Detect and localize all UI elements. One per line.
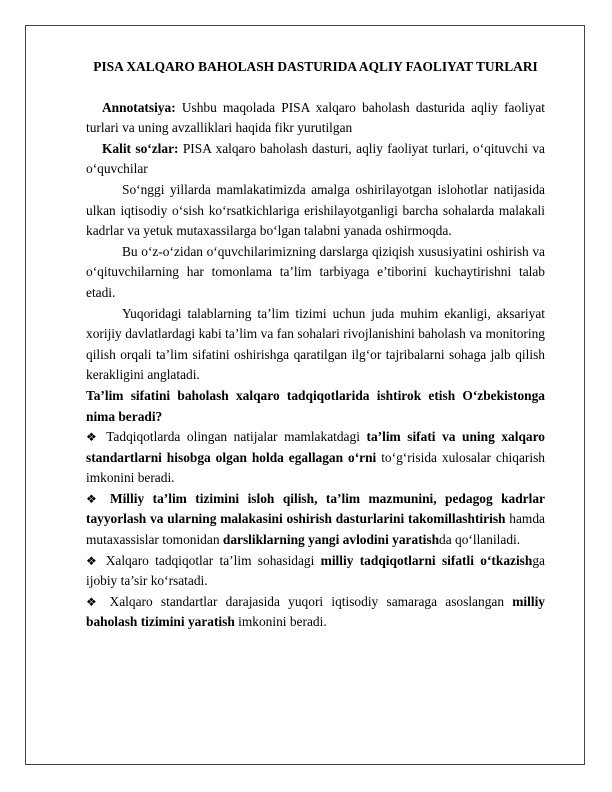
bullet-item <box>86 592 545 633</box>
keywords-text: PISA xalqaro baholash dasturi, aqliy faoliyat turlari, o‘qituvchi va o‘quvchilar <box>86 140 545 177</box>
document-title: PISA XALQARO BAHOLASH DASTURIDA AQLIY FAOLIYAT TURLARI <box>93 59 538 74</box>
bullet-text: hamda mutaxassislar tomonidan <box>86 511 545 548</box>
bullet-text: ga ijobiy ta’sir ko‘rsatadi. <box>86 552 545 589</box>
bullet-item <box>86 551 545 592</box>
body-paragraph: Bu o‘z-o‘zidan o‘quvchilarimizning darslarga qiziqish xususiyatini oshirish va o‘qituvchilarning har tomonlama ta’lim tarbiyaga e’tiborini kuchaytirishni talab etadi. <box>86 243 545 300</box>
bullet-text: to‘g‘risida xulosalar chiqarish imkonini beradi. <box>86 449 545 486</box>
body-paragraph: So‘nggi yillarda mamlakatimizda amalga oshirilayotgan islohotlar natijasida ulkan iqtisodiy o‘sish ko‘rsatkichlariga erishilayotganligi barcha sohalarda malakali kadrlar va yetuk mutaxassilarga bo‘lgan talabni yanada oshirmoqda. <box>86 181 545 239</box>
keywords-label: Kalit so‘zlar: <box>102 140 179 156</box>
bullet-text: Xalqaro standartlar darajasida yuqori iqtisodiy samaraga asoslangan <box>109 593 513 609</box>
bullet-item <box>86 427 545 489</box>
annotation-text: Ushbu maqolada PISA xalqaro baholash dasturida aqliy faoliyat turlari va uning avzalliklari haqida fikr yurutilgan <box>86 99 545 136</box>
bullet-bold-text: Milliy ta’lim tizimini isloh qilish, ta’lim mazmunini, pedagog kadrlar tayyorlash va ularning malakasini oshirish dasturlarini takomillashtirish <box>86 490 545 527</box>
section-question: Ta’lim sifatini baholash xalqaro tadqiqotlarida ishtirok etish O‘zbekistonga nima beradi? <box>86 387 545 424</box>
bullet-text: Tadqiqotlarda olingan natijalar mamlakatdagi <box>106 429 367 445</box>
keywords-paragraph <box>86 139 545 180</box>
bullet-item <box>86 489 545 551</box>
bullet-text: da qo‘llaniladi. <box>439 532 521 548</box>
document-body <box>86 57 545 633</box>
annotation-label: Annotatsiya: <box>102 99 176 115</box>
body-paragraph: Yuqoridagi talablarning ta’lim tizimi uchun juda muhim ekanligi, aksariyat xorijiy davlatlardagi kabi ta’lim va fan sohalari rivojlanishini baholash va monitoring qilish orqali ta’lim sifatini oshirishga qaratilgan ilg‘or tajribalarni sohaga jalb qilish kerakligini anglatadi. <box>86 305 545 383</box>
bullet-bold-text: milliy tadqiqotlarni sifatli o‘tkazish <box>320 552 533 568</box>
bullet-text: imkonini beradi. <box>234 614 327 630</box>
bullet-bold-text: milliy baholash tizimini yaratish <box>86 593 545 630</box>
bullet-bold-text: ta’lim sifati va uning xalqaro standartlarni hisobga olgan holda egallagan o‘rni <box>86 429 545 465</box>
bullet-bold-text: darsliklarning yangi avlodini yaratish <box>222 532 440 548</box>
bullet-text: Xalqaro tadqiqotlar ta’lim sohasidagi <box>105 552 321 568</box>
annotation-paragraph <box>86 98 545 139</box>
